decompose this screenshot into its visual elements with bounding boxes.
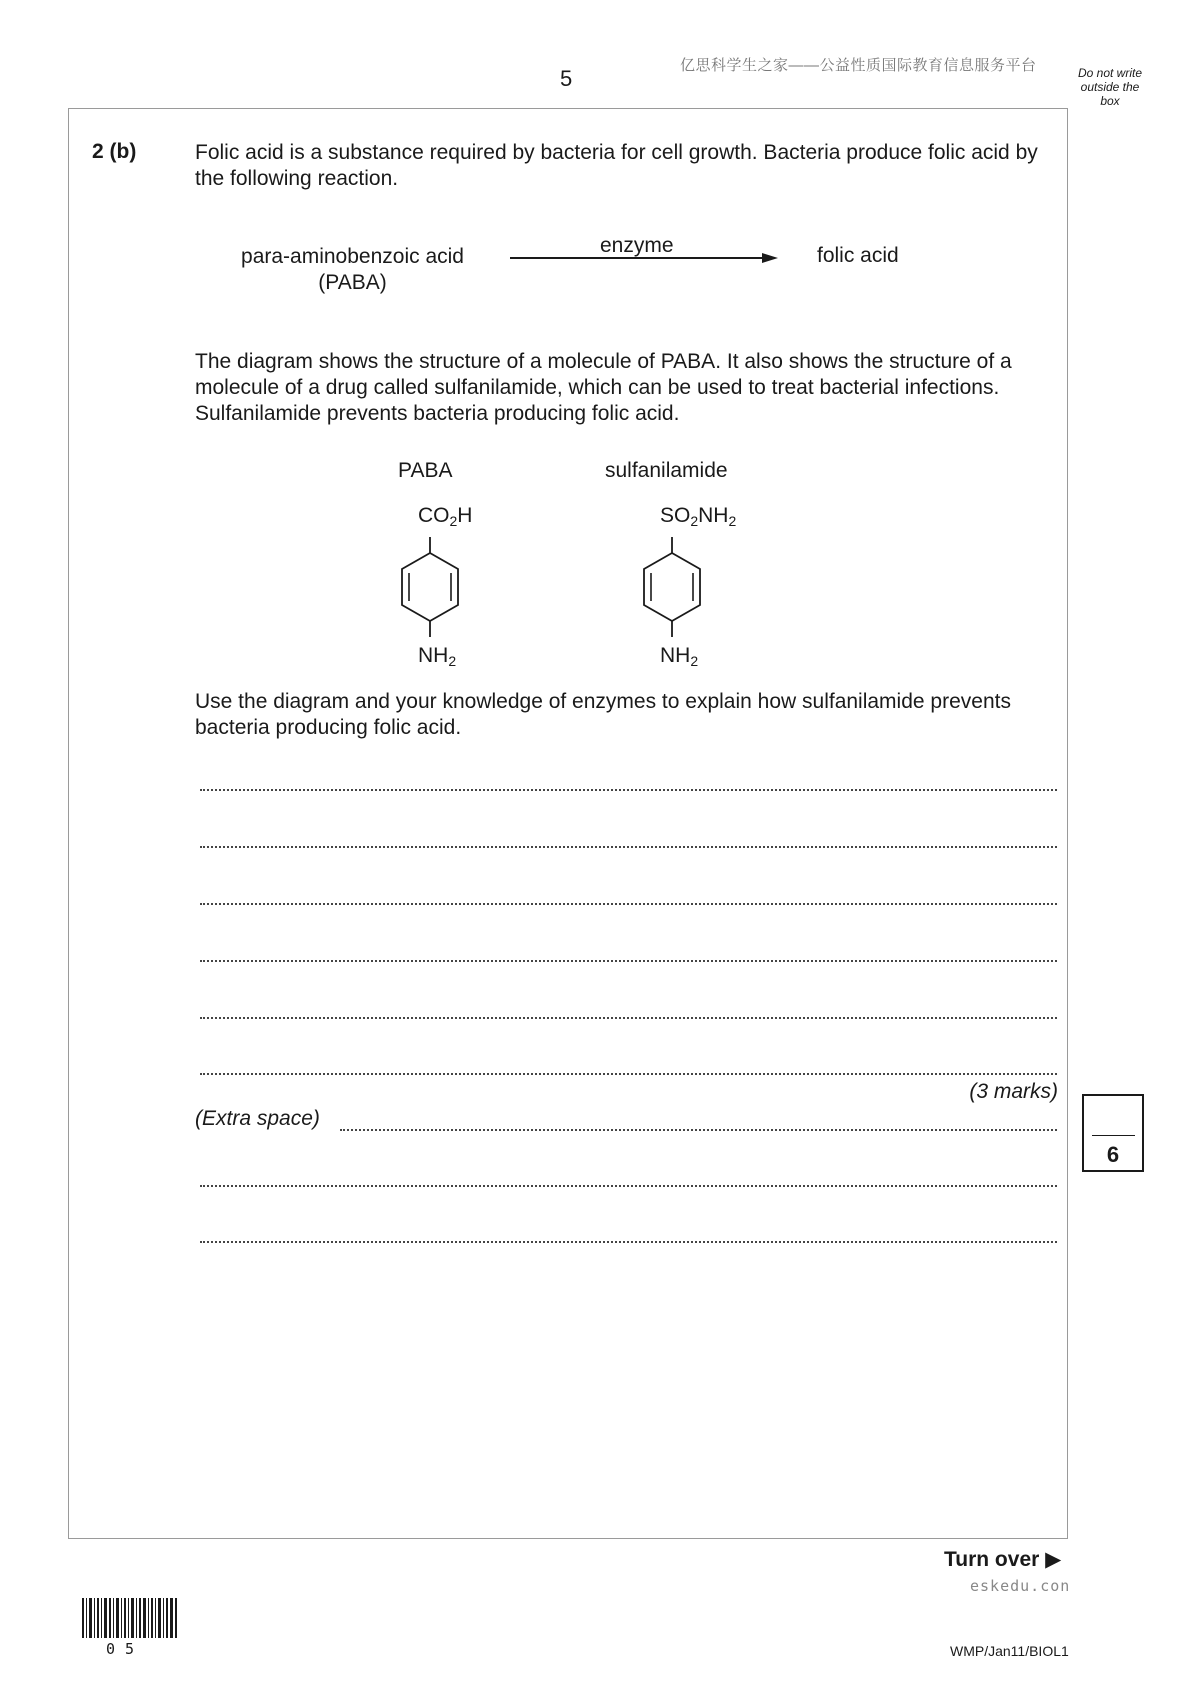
extra-answer-line[interactable] (200, 1241, 1057, 1243)
paper-code: WMP/Jan11/BIOL1 (950, 1643, 1069, 1659)
paba-top-group: $CO_2H$ (418, 504, 473, 529)
marks-label: (3 marks) (969, 1080, 1058, 1103)
score-divider (1092, 1135, 1135, 1136)
turn-over-label: Turn over ▶ (944, 1548, 1062, 1571)
reactant-abbrev: (PABA) (318, 271, 387, 294)
answer-line[interactable] (200, 789, 1057, 791)
molecule-label-sulfanilamide: sulfanilamide (605, 459, 728, 482)
reaction-reactant (230, 244, 475, 296)
answer-line[interactable] (200, 960, 1057, 962)
question-prompt: Use the diagram and your knowledge of enzymes to explain how sulfanilamide prevents bacteria producing folic acid. (195, 690, 1011, 739)
answer-line[interactable] (200, 846, 1057, 848)
margin-note: Do not write outside the box (1077, 66, 1143, 108)
watermark-header: 亿思科学生之家——公益性质国际教育信息服务平台 (680, 57, 1037, 74)
reactant-name: para-aminobenzoic acid (241, 245, 464, 268)
question-number: 2 (b) (92, 140, 137, 163)
page-number: 5 (560, 66, 573, 91)
sulfanilamide-bottom-group: $NH_2$ (660, 644, 699, 669)
question-intro: Folic acid is a substance required by bacteria for cell growth. Bacteria produce folic acid by the following reaction. (195, 141, 1038, 190)
barcode-icon (82, 1598, 178, 1638)
reaction-arrow-icon (510, 250, 780, 266)
extra-answer-line[interactable] (340, 1129, 1057, 1131)
sulfanilamide-top-group: $SO_2NH_2$ (660, 504, 737, 529)
molecule-label-paba: PABA (398, 459, 453, 482)
answer-line[interactable] (200, 1073, 1057, 1075)
reaction-product: folic acid (817, 244, 899, 267)
answer-line[interactable] (200, 1017, 1057, 1019)
answer-line[interactable] (200, 903, 1057, 905)
watermark-footer: eskedu.con (970, 1577, 1071, 1595)
diagram-description: The diagram shows the structure of a molecule of PABA. It also shows the structure of a molecule of a drug called sulfanilamide, which can be used to treat bacterial infections. Sulfanilamide prevents bacteria producing folic acid. (195, 350, 1012, 425)
score-total: 6 (1106, 1142, 1120, 1167)
arrow-label: enzyme (600, 234, 674, 257)
extra-space-label: (Extra space) (195, 1107, 320, 1130)
barcode-number: 05 (106, 1640, 145, 1658)
sulfanilamide-benzene-ring-icon (637, 537, 707, 647)
paba-bottom-group: $NH_2$ (418, 644, 457, 669)
paba-benzene-ring-icon (395, 537, 465, 647)
answer-frame (68, 108, 1068, 1539)
extra-answer-line[interactable] (200, 1185, 1057, 1187)
